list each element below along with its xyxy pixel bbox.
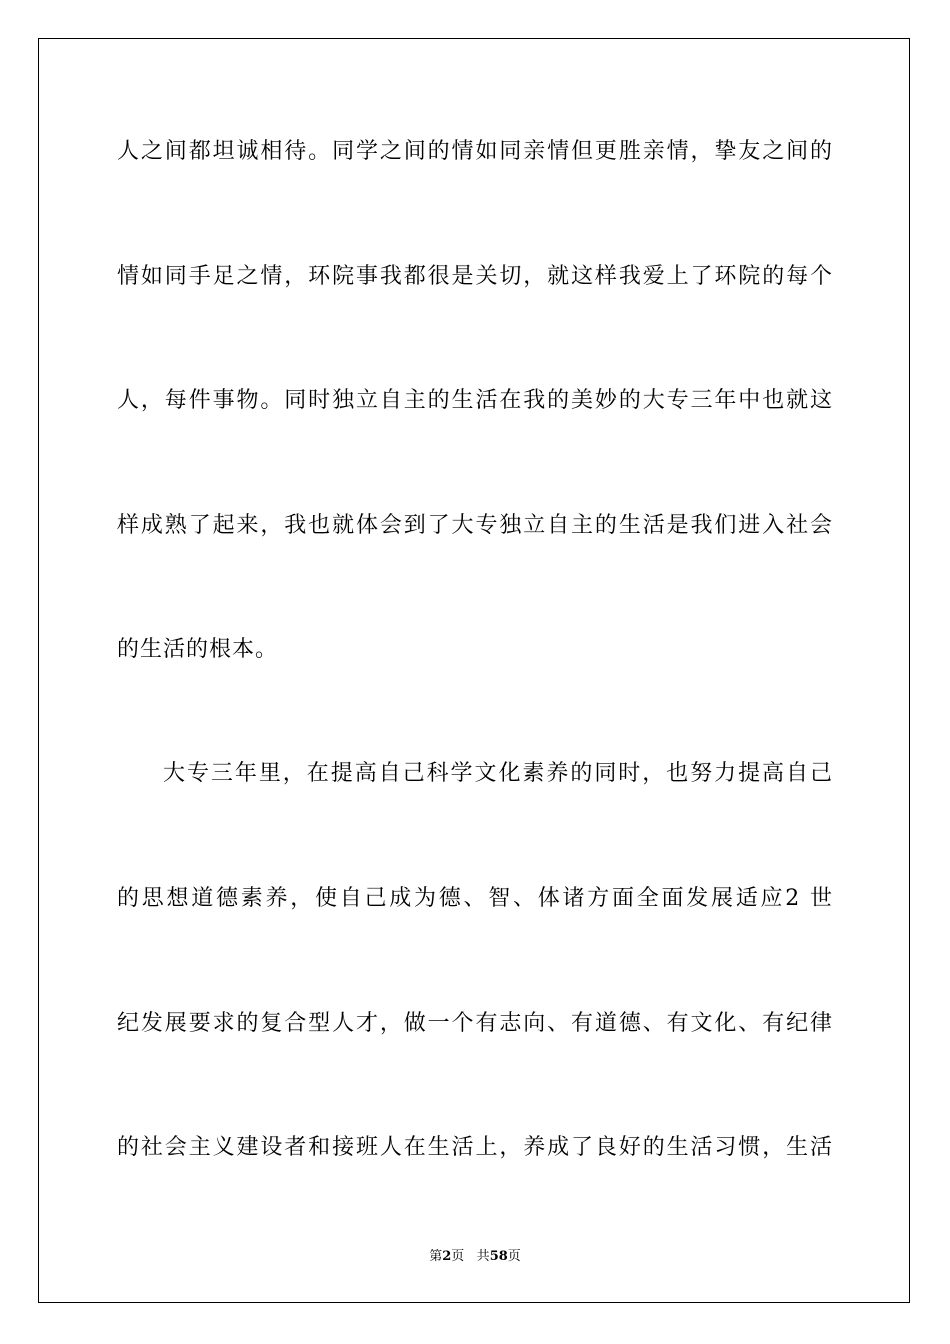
body-text-line: 的思想道德素养，使自己成为德、智、体诸方面全面发展适应2 世 xyxy=(117,886,833,911)
body-text-line: 纪发展要求的复合型人才，做一个有志向、有道德、有文化、有纪律 xyxy=(117,1011,833,1036)
body-text-line: 的生活的根本。 xyxy=(117,637,279,662)
total-label-suffix: 页 xyxy=(507,1249,521,1264)
body-text-line: 情如同手足之情，环院事我都很是关切，就这样我爱上了环院的每个 xyxy=(117,264,833,289)
page-footer xyxy=(0,1248,950,1266)
page-label-prefix: 第 xyxy=(429,1249,443,1264)
body-text-line: 样成熟了起来，我也就体会到了大专独立自主的生活是我们进入社会 xyxy=(117,513,833,538)
total-page-count: 58 xyxy=(489,1249,508,1264)
current-page-number: 2 xyxy=(442,1249,452,1264)
page-border xyxy=(38,38,910,1303)
total-label-prefix: 共 xyxy=(476,1249,490,1264)
body-text-line: 人之间都坦诚相待。同学之间的情如同亲情但更胜亲情，挚友之间的 xyxy=(117,139,833,164)
page-label-suffix: 页 xyxy=(451,1249,465,1264)
body-text-line: 的社会主义建设者和接班人在生活上，养成了良好的生活习惯，生活 xyxy=(117,1135,833,1160)
paragraph-start-line: 大专三年里，在提高自己科学文化素养的同时，也努力提高自己 xyxy=(163,761,833,786)
body-text-line: 人，每件事物。同时独立自主的生活在我的美妙的大专三年中也就这 xyxy=(117,388,833,413)
